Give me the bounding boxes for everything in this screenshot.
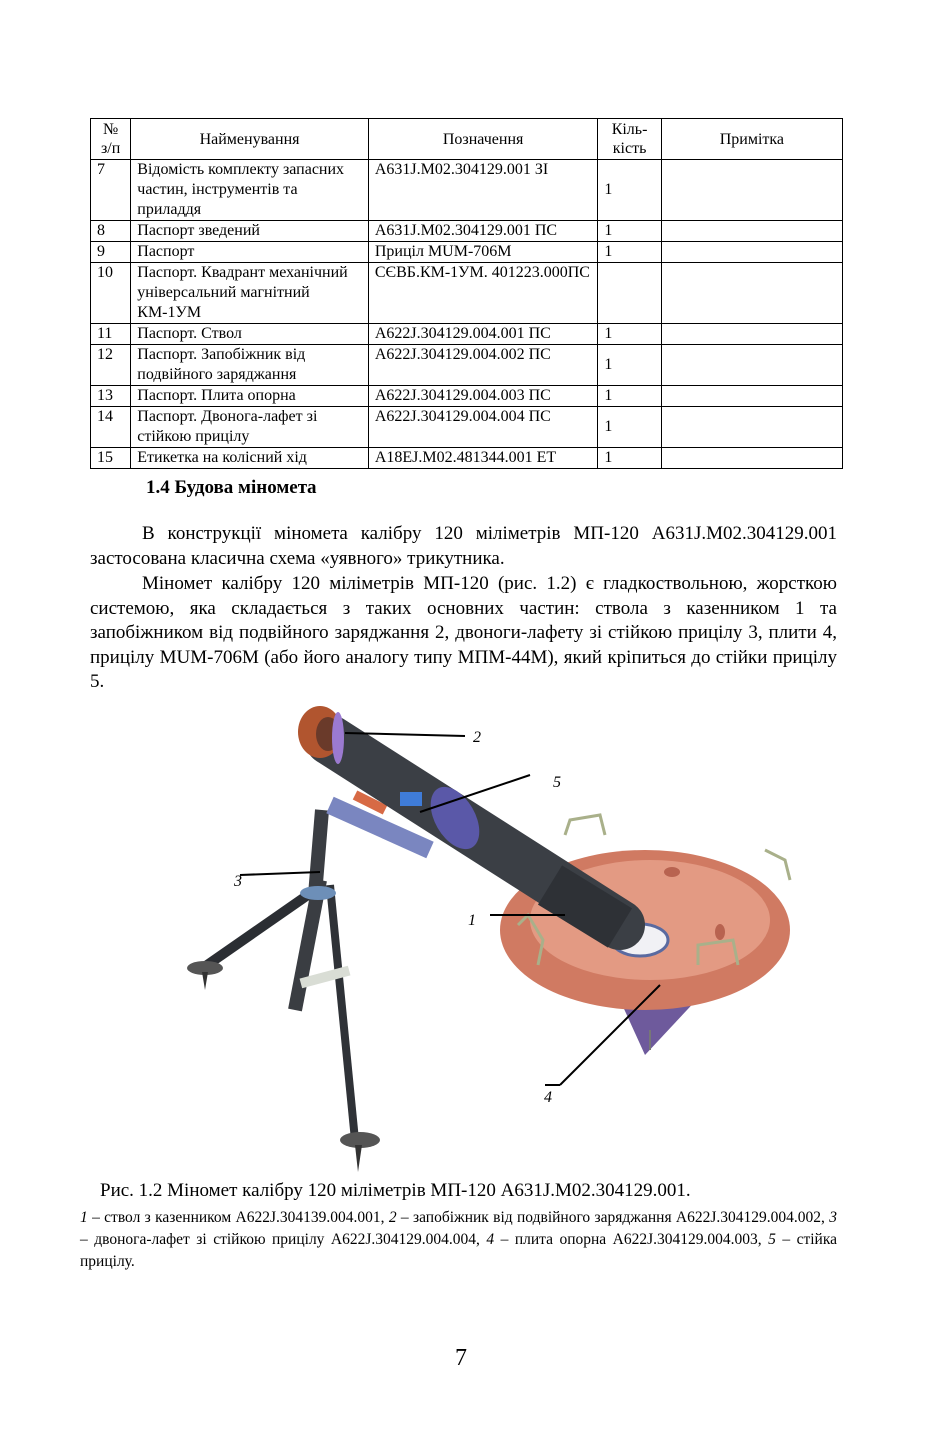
bipod-leg-left xyxy=(200,890,315,970)
cell-name: Паспорт. Квадрант механічний універсальний магнітний КМ-1УМ xyxy=(131,263,369,324)
cell-name: Паспорт. Плита опорна xyxy=(131,386,369,407)
callout-2: 2 xyxy=(473,729,481,746)
cell-number: 15 xyxy=(91,448,131,469)
cell-number: 8 xyxy=(91,221,131,242)
table-row xyxy=(91,263,843,324)
cell-designation: СЄВБ.КМ-1УМ. 401223.000ПС xyxy=(368,263,598,324)
cell-designation: А631J.М02.304129.001 ПС xyxy=(368,221,598,242)
cell-designation: А622J.304129.004.002 ПС xyxy=(368,345,598,386)
header-quantity: Кіль- кість xyxy=(598,119,661,160)
cell-quantity: 1 xyxy=(598,242,661,263)
section-heading: 1.4 Будова мінометa xyxy=(146,477,317,498)
cell-note xyxy=(661,160,842,221)
spare-parts-documents-table xyxy=(90,118,843,469)
table-row xyxy=(91,386,843,407)
cell-name: Паспорт зведений xyxy=(131,221,369,242)
cell-designation: А622J.304129.004.001 ПС xyxy=(368,324,598,345)
cell-quantity: 1 xyxy=(598,386,661,407)
table-row xyxy=(91,160,843,221)
cell-name: Етикетка на колісний хід xyxy=(131,448,369,469)
callout-3: 3 xyxy=(234,873,242,890)
cell-quantity: 1 xyxy=(598,221,661,242)
cell-number: 14 xyxy=(91,407,131,448)
cell-number: 13 xyxy=(91,386,131,407)
cell-quantity: 1 xyxy=(598,324,661,345)
paragraph-2: Міномет калібру 120 міліметрів МП-120 (рис. 1.2) є гладкоствольною, жорсткою системою, яка складається з таких основних частин: ствола з казенником 1 та запобіжником від подвійного заряджання 2, двоноги-лафету зі стійкою прицілу 3, плити 4, прицілу MUM-706M (або його аналогу типу МПМ-44М), який кріпиться до стійки прицілу 5. xyxy=(90,573,837,692)
table-row xyxy=(91,448,843,469)
header-name: Найменування xyxy=(131,119,369,160)
paragraph-1: В конструкції мінометa калібру 120 міліметрів МП-120 А631J.М02.304129.001 застосована класична схема «уявного» трикутника. xyxy=(90,523,837,569)
header-note: Примітка xyxy=(661,119,842,160)
page-number: 7 xyxy=(455,1345,467,1371)
cell-designation: А622J.304129.004.004 ПС xyxy=(368,407,598,448)
cell-note xyxy=(661,448,842,469)
cell-name: Паспорт xyxy=(131,242,369,263)
table-row xyxy=(91,407,843,448)
cell-quantity: 1 xyxy=(598,407,661,448)
cell-designation: А18ЕJ.М02.481344.001 ЕТ xyxy=(368,448,598,469)
cell-quantity: 1 xyxy=(598,160,661,221)
figure-caption: Рис. 1.2 Міномет калібру 120 міліметрів МП-120 А631J.М02.304129.001. xyxy=(100,1180,691,1201)
cell-number: 10 xyxy=(91,263,131,324)
cell-note xyxy=(661,221,842,242)
cell-name: Паспорт. Запобіжник від подвійного заряджання xyxy=(131,345,369,386)
cell-name: Відомість комплекту запасних частин, інструментів та приладдя xyxy=(131,160,369,221)
callout-1: 1 xyxy=(468,912,476,929)
cell-name: Паспорт. Ствол xyxy=(131,324,369,345)
mortar-figure xyxy=(150,700,850,1180)
cell-designation: А622J.304129.004.003 ПС xyxy=(368,386,598,407)
cell-note xyxy=(661,345,842,386)
table-header-row xyxy=(91,119,843,160)
table-row xyxy=(91,221,843,242)
cell-note xyxy=(661,263,842,324)
header-designation: Позначення xyxy=(368,119,598,160)
mortar-illustration xyxy=(150,700,850,1180)
sight-column xyxy=(315,810,322,895)
cell-note xyxy=(661,242,842,263)
figure-legend: 1 – ствол з казенником А622J.304139.004.001, 2 – запобіжник від подвійного заряджання А622J.304129.004.002, 3 – двонога-лафет зі стійкою прицілу А622J.304129.004.004, 4 – плита опорна А622J.304129.004.003, 5 – стійка прицілу. xyxy=(80,1209,838,1270)
cell-number: 11 xyxy=(91,324,131,345)
cell-note xyxy=(661,407,842,448)
bipod-leg-right xyxy=(330,885,355,1140)
cell-designation: А631J.М02.304129.001 ЗІ xyxy=(368,160,598,221)
cell-number: 7 xyxy=(91,160,131,221)
cell-note xyxy=(661,324,842,345)
cell-quantity: 1 xyxy=(598,345,661,386)
cell-note xyxy=(661,386,842,407)
cell-quantity: 1 xyxy=(598,448,661,469)
callout-5: 5 xyxy=(553,774,561,791)
cell-designation: Приціл MUM-706M xyxy=(368,242,598,263)
table-row xyxy=(91,242,843,263)
header-number: № з/п xyxy=(91,119,131,160)
cell-name: Паспорт. Двонога-лафет зі стійкою прицілу xyxy=(131,407,369,448)
cell-quantity xyxy=(598,263,661,324)
table-row xyxy=(91,324,843,345)
callout-4: 4 xyxy=(544,1089,552,1106)
table-row xyxy=(91,345,843,386)
cell-number: 9 xyxy=(91,242,131,263)
cell-number: 12 xyxy=(91,345,131,386)
